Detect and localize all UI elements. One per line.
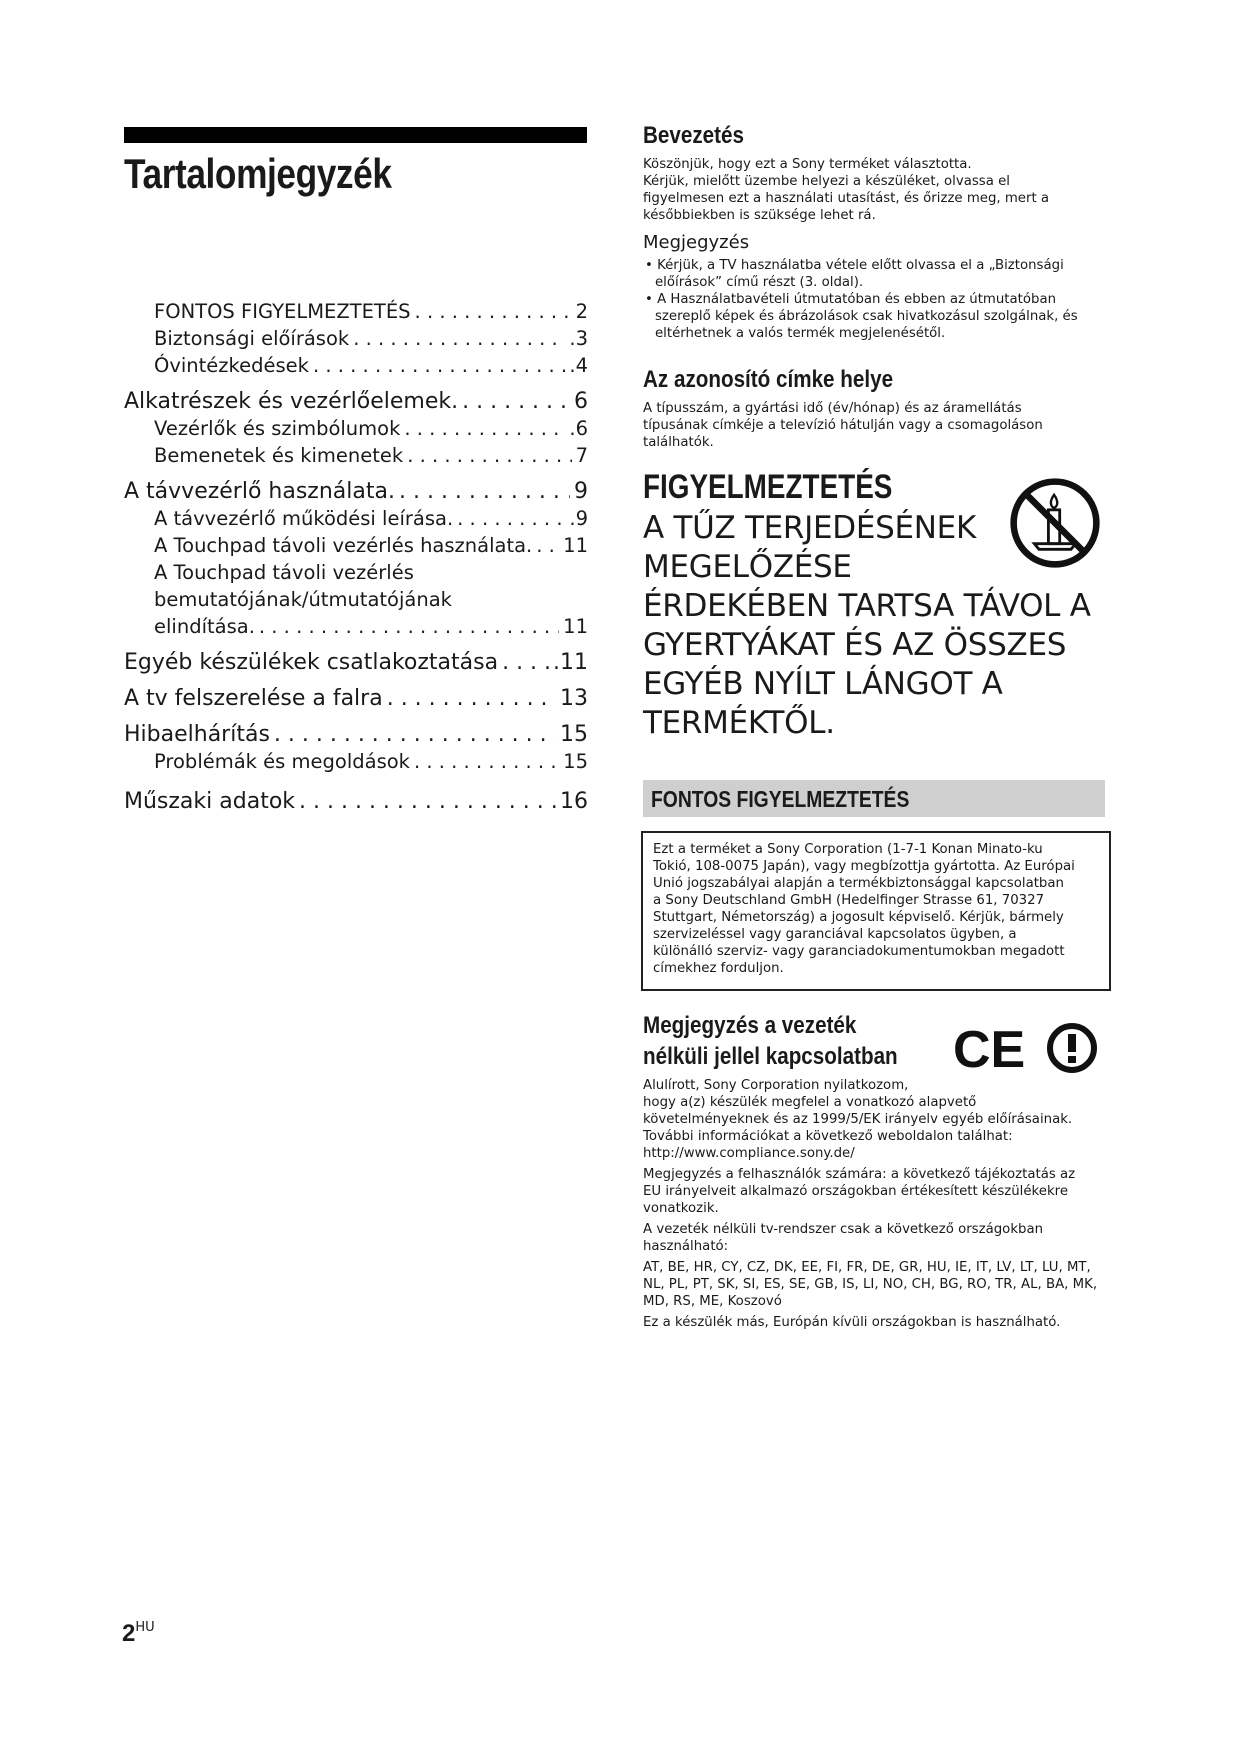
toc-entry[interactable]: A Touchpad távoli vezérlés használata. . . . 11 xyxy=(124,532,588,559)
important-notice-box: Ezt a terméket a Sony Corporation (1-7-1 Konan Minato-ku Tokió, 108-0075 Japán), vagy megbízottja gyártotta. Az Európai Unió jogszabályai alapján a termékbiztonsággal kapcsolatban a Sony Deutschland GmbH (Hedelfinger Strasse 61, 70327 Stuttgart, Németország) a jogosult képviselő. Kérjük, bármely szervizeléssel vagy garanciával kapcsolatos ügyben, a különálló szerviz- vagy garanciadokumentumokban megadott címekhez forduljon. xyxy=(641,831,1111,991)
toc-entry[interactable]: Problémák és megoldások . . . 15 xyxy=(124,748,588,775)
toc-entry[interactable]: Bemenetek és kimenetek . . . 7 xyxy=(124,442,588,469)
note-heading: Megjegyzés xyxy=(643,232,750,253)
label-location-section xyxy=(643,366,1105,451)
important-notice-heading: FONTOS FIGYELMEZTETÉS xyxy=(651,786,910,812)
intro-heading: Bevezetés xyxy=(643,122,744,149)
intro-section xyxy=(643,122,1105,342)
fire-warning-title: FIGYELMEZTETÉS xyxy=(643,468,893,506)
wireless-countries-intro: A vezeték nélküli tv-rendszer csak a következő országokban használható: xyxy=(643,1222,1044,1254)
fire-warning-text: A TŰZ TERJEDÉSÉNEK MEGELŐZÉSE ÉRDEKÉBEN TARTSA TÁVOL A GYERTYÁKAT ÉS AZ ÖSSZES EGYÉB NYÍLT LÁNGOT A TERMÉKTŐL. xyxy=(643,510,1091,741)
wireless-user-note: Megjegyzés a felhasználók számára: a következő tájékoztatás az EU irányelveit alkalmazó országokban értékesített készülékekre vonatkozik. xyxy=(643,1167,1076,1216)
wireless-heading-line1: Megjegyzés a vezeték xyxy=(643,1012,857,1039)
ce-mark-text: CE xyxy=(953,1022,1025,1072)
wireless-country-list: AT, BE, HR, CY, CZ, DK, EE, FI, FR, DE, GR, HU, IE, IT, LV, LT, LU, MT, NL, PL, PT, SK, SI, ES, SE, GB, IS, LI, NO, CH, BG, RO, TR, AL, BA, MK, MD, RS, ME, Koszovó xyxy=(643,1260,1098,1309)
toc-entry[interactable]: A távvezérlő működési leírása. . . . .9 xyxy=(124,505,588,532)
no-candle-icon xyxy=(1008,476,1102,570)
ce-mark-icon xyxy=(953,1022,1025,1072)
toc-entry[interactable]: Biztonsági előírások . . . .3 xyxy=(124,325,588,352)
toc-entry[interactable]: A tv felszerelése a falra . . . 13 xyxy=(124,686,588,712)
toc-entry[interactable]: Alkatrészek és vezérlőelemek. . . . 6 xyxy=(124,389,588,415)
toc-entry[interactable]: Hibaelhárítás . . . 15 xyxy=(124,722,588,748)
page-number: $2^{HU}$ xyxy=(122,1620,155,1647)
label-location-heading: Az azonosító címke helye xyxy=(643,366,894,393)
toc-entry[interactable]: Vezérlők és szimbólumok . . . .6 xyxy=(124,415,588,442)
toc-entry[interactable]: Műszaki adatok . . . 16 xyxy=(124,789,588,815)
toc-entry[interactable]: FONTOS FIGYELMEZTETÉS . . . 2 xyxy=(124,298,588,325)
label-location-text: A típusszám, a gyártási idő (év/hónap) és az áramellátás típusának címkéje a televízió hátulján vagy a csomagoláson találhatók. xyxy=(643,401,1043,450)
wireless-section xyxy=(643,1012,1105,1331)
toc-title-bar xyxy=(124,127,587,143)
toc-title: Tartalomjegyzék xyxy=(124,150,392,197)
toc-entry[interactable]: elindítása. . . . 11 xyxy=(124,613,588,640)
compliance-link[interactable]: http://www.compliance.sony.de/ xyxy=(643,1146,855,1161)
wireless-declaration: Alulírott, Sony Corporation nyilatkozom, hogy a(z) készülék megfelel a vonatkozó alapvető követelményeknek és az 1999/5/EK irányelv egyéb előírásainak. További információkat a következő weboldalon találhat: http://www.compliance.sony.de/ xyxy=(643,1077,1105,1162)
toc-entry[interactable]: A távvezérlő használata. . . . 9 xyxy=(124,479,588,505)
important-notice-header xyxy=(643,780,1105,817)
intro-text: Köszönjük, hogy ezt a Sony terméket választotta. Kérjük, mielőtt üzembe helyezi a készüléket, olvassa el figyelmesen ezt a használati utasítást, és őrizze meg, mert a későbbiekben is szüksége lehet rá. xyxy=(643,157,1050,223)
wireless-outside-eu-note: Ez a készülék más, Európán kívüli országokban is használható. xyxy=(643,1315,1061,1330)
alert-mark-icon xyxy=(1046,1022,1098,1074)
toc-entry[interactable]: Óvintézkedések . . . .4 xyxy=(124,352,588,379)
toc-list xyxy=(124,298,588,815)
toc-entry[interactable]: Egyéb készülékek csatlakoztatása . . . .11 xyxy=(124,650,588,676)
note-bullets: • Kérjük, a TV használatba vétele előtt olvassa el a „Biztonsági előírások” című részt (3. oldal). • A Használatbavételi útmutatóban és ebben az útmutatóban szereplő képek és ábrázolások csak hivatkozásul szolgálnak, és eltérhetnek a valós termék megjelenésétől. xyxy=(645,258,1078,341)
toc-entry-multiline-text: A Touchpad távoli vezérlés bemutatójának/útmutatójának xyxy=(154,561,452,611)
wireless-heading-line2: nélküli jellel kapcsolatban xyxy=(643,1043,898,1070)
